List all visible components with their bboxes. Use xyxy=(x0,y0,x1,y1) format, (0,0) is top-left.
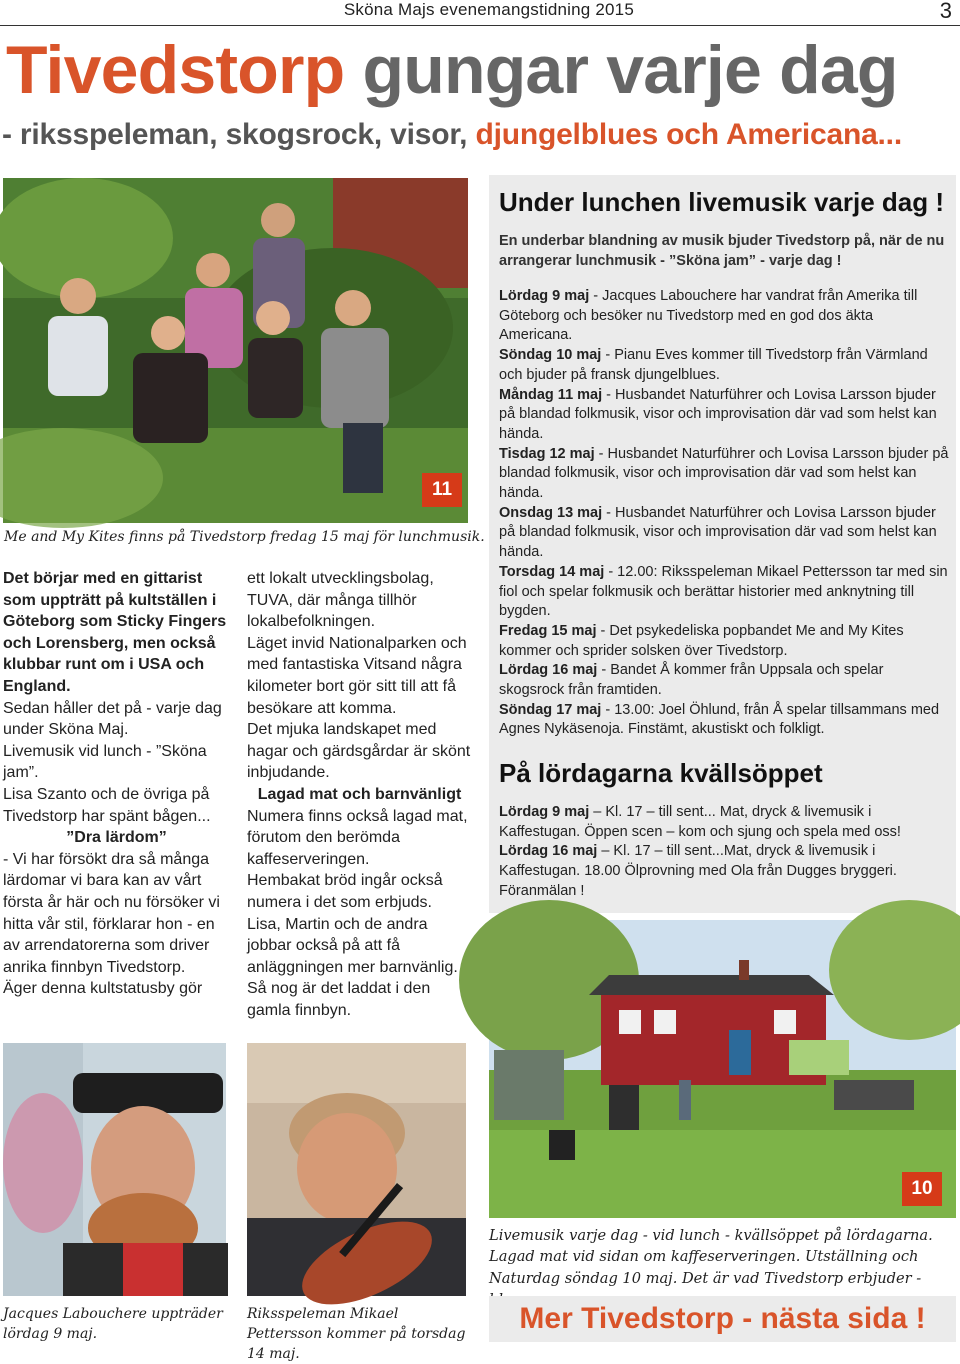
schedule-text: - Bandet Å kommer från Uppsala och spelar skogsrock från framtiden. xyxy=(499,662,884,699)
evening-day: Lördag 9 maj xyxy=(499,804,590,820)
schedule-text: - Husbandet Naturführer och Lovisa Larsson bjuder på blandad folkmusik, visor och improvisation där vad som helst kan hända. xyxy=(499,445,949,502)
mikael-photo xyxy=(247,1043,466,1296)
schedule-item xyxy=(499,563,949,622)
article-paragraph: Sedan håller det på - varje dag under Sköna Maj. xyxy=(3,699,222,739)
schedule-text: - Husbandet Naturführer och Lovisa Larsson bjuder på blandad folkmusik, visor och improvisation där vad som helst kan hända. xyxy=(499,504,937,561)
panel-heading: Under lunchen livemusik varje dag ! xyxy=(499,187,945,217)
page-number: 3 xyxy=(939,0,952,23)
schedule-day: Torsdag 14 maj xyxy=(499,563,605,580)
article-column-2 xyxy=(247,568,472,1021)
evening-item xyxy=(499,842,949,901)
schedule-item xyxy=(499,701,949,740)
evening-schedule xyxy=(499,803,949,902)
next-page-text: Mer Tivedstorp - nästa sida ! xyxy=(519,1302,926,1335)
panel-intro: En underbar blandning av musik bjuder Tivedstorp på, när de nu arrangerar lunchmusik - ”Sköna jam” - varje dag ! xyxy=(499,233,945,269)
schedule-item xyxy=(499,346,949,385)
schedule-item xyxy=(499,287,949,346)
photo-number-badge: 10 xyxy=(902,1172,942,1206)
schedule-item xyxy=(499,504,949,563)
schedule-text: - 12.00: Riksspeleman Mikael Pettersson tar med sin fiol och spelar folkmusik och berättar historier med anknytning till bygden. xyxy=(499,563,948,620)
schedule-item xyxy=(499,622,949,661)
subheadline-grey: - riksspeleman, skogsrock, visor, xyxy=(2,118,476,151)
lunch-music-panel xyxy=(489,175,956,913)
article-paragraph: ett lokalt utvecklingsbolag, TUVA, där många tillhör lokalbefolkningen. xyxy=(247,570,434,631)
publication-title: Sköna Majs evenemangstidning 2015 xyxy=(343,0,634,19)
subheadline-orange: djungelblues och Americana... xyxy=(475,118,902,151)
schedule-day: Söndag 17 maj xyxy=(499,701,602,718)
evening-day: Lördag 16 maj xyxy=(499,843,598,860)
article-subheading: Lagad mat och barnvänligt xyxy=(257,785,462,803)
evening-item xyxy=(499,803,949,842)
schedule-day: Lördag 16 maj xyxy=(499,662,598,679)
article-paragraph: Äger denna kultstatusby gör xyxy=(3,980,203,998)
schedule-day: Lördag 9 maj xyxy=(499,288,590,304)
schedule-text: - Jacques Labouchere har vandrat från Amerika till Göteborg och besöker nu Tivedstorp med en god dos äkta Americana. xyxy=(499,288,918,344)
schedule-item xyxy=(499,661,949,700)
article-lead: Det börjar med en gittarist som uppträtt på kultställen i Göteborg som Sticky Fingers och Lorensberg, men också klubbar runt om i USA och England. xyxy=(3,570,227,695)
schedule-day: Måndag 11 maj xyxy=(499,386,603,403)
subheadline xyxy=(2,115,960,155)
schedule-day: Tisdag 12 maj xyxy=(499,445,595,462)
article-paragraph: Läget invid Nationalparken och med fantastiska Vitsand några kilometer bort gör sitt till att få besökare att komma. xyxy=(247,634,467,717)
schedule-text: - Husbandet Naturführer och Lovisa Larsson bjuder på blandad folkmusik, visor och improvisation där vad som helst kan hända. xyxy=(499,386,937,442)
schedule-item xyxy=(499,445,949,504)
schedule-text: - Pianu Eves kommer till Tivedstorp från Värmland och bjuder på fransk djungelblues. xyxy=(499,347,928,383)
lunch-schedule xyxy=(499,287,949,740)
schedule-text: - Det psykedeliska popbandet Me and My Kites kommer och sprider solsken över Tivedstorp. xyxy=(499,622,904,659)
article-paragraph: Livemusik vid lunch - ”Sköna jam”. xyxy=(3,742,207,782)
article-paragraph: Det mjuka landskapet med hagar och gärdsgårdar är skönt inbjudande. xyxy=(247,721,471,782)
headline-part1: Tivedstorp xyxy=(6,32,345,108)
article-paragraph: Hembakat bröd ingår också numera i det som erbjuds. xyxy=(247,872,443,911)
article-subheading: ”Dra lärdom” xyxy=(66,829,167,847)
schedule-text: - 13.00: Joel Öhlund, från Å spelar tillsammans med Agnes Nykäsenoja. Finstämt, akustiskt och folkligt. xyxy=(499,701,940,738)
farm-photo xyxy=(489,920,956,1218)
schedule-day: Onsdag 13 maj xyxy=(499,504,603,521)
page-header xyxy=(0,0,960,26)
schedule-item xyxy=(499,386,949,445)
next-page-banner xyxy=(489,1296,956,1342)
headline xyxy=(6,30,960,110)
band-photo xyxy=(3,178,468,523)
mikael-photo-caption: Riksspeleman Mikael Pettersson kommer på torsdag 14 maj. xyxy=(247,1306,466,1362)
jacques-photo xyxy=(3,1043,226,1296)
article-paragraph: - Vi har försökt dra så många lärdomar vi bara kan av vårt första år här och nu försöker vi hitta vår stil, förklarar hon - en av arrendatorerna som driver anrika finnbyn Tivedstorp. xyxy=(3,850,220,976)
article-paragraph: Lisa Szanto och de övriga på Tivedstorp har spänt bågen... xyxy=(3,785,211,825)
evening-text: – Kl. 17 – till sent... Mat, dryck & livemusik i Kaffestugan. Öppen scen – kom och sjung och spela med oss! xyxy=(499,804,901,840)
jacques-photo-caption: Jacques Labouchere uppträder lördag 9 maj. xyxy=(3,1306,223,1342)
headline-part2: gungar varje dag xyxy=(344,32,898,108)
farm-photo-caption: Livemusik varje dag - vid lunch - kvällsöppet på lördagarna. Lagad mat vid sidan om kaffeserveringen. Utställning och Naturdag söndag 10 maj. Det är vad Tivedstorp erbjuder - xyxy=(489,1227,933,1287)
schedule-day: Söndag 10 maj xyxy=(499,347,602,364)
evening-text: – Kl. 17 – till sent...Mat, dryck & livemusik i Kaffestugan. 18.00 Ölprovning med Ola från Dugges bryggeri. Föranmälan ! xyxy=(499,843,897,899)
schedule-day: Fredag 15 maj xyxy=(499,622,597,639)
photo-number-badge: 11 xyxy=(422,473,462,507)
article-paragraph: Så nog är det laddat i den gamla finnbyn. xyxy=(247,980,431,1019)
band-photo-caption: Me and My Kites finns på Tivedstorp fredag 15 maj för lunchmusik. xyxy=(4,529,485,545)
article-column-1 xyxy=(3,568,230,1000)
evening-heading: På lördagarna kvällsöppet xyxy=(499,758,823,788)
article-paragraph: Lisa, Martin och de andra jobbar också på att få anläggningen mer barnvänlig. xyxy=(247,915,458,976)
article-paragraph: Numera finns också lagad mat, förutom den berömda kaffeserveringen. xyxy=(247,807,468,868)
